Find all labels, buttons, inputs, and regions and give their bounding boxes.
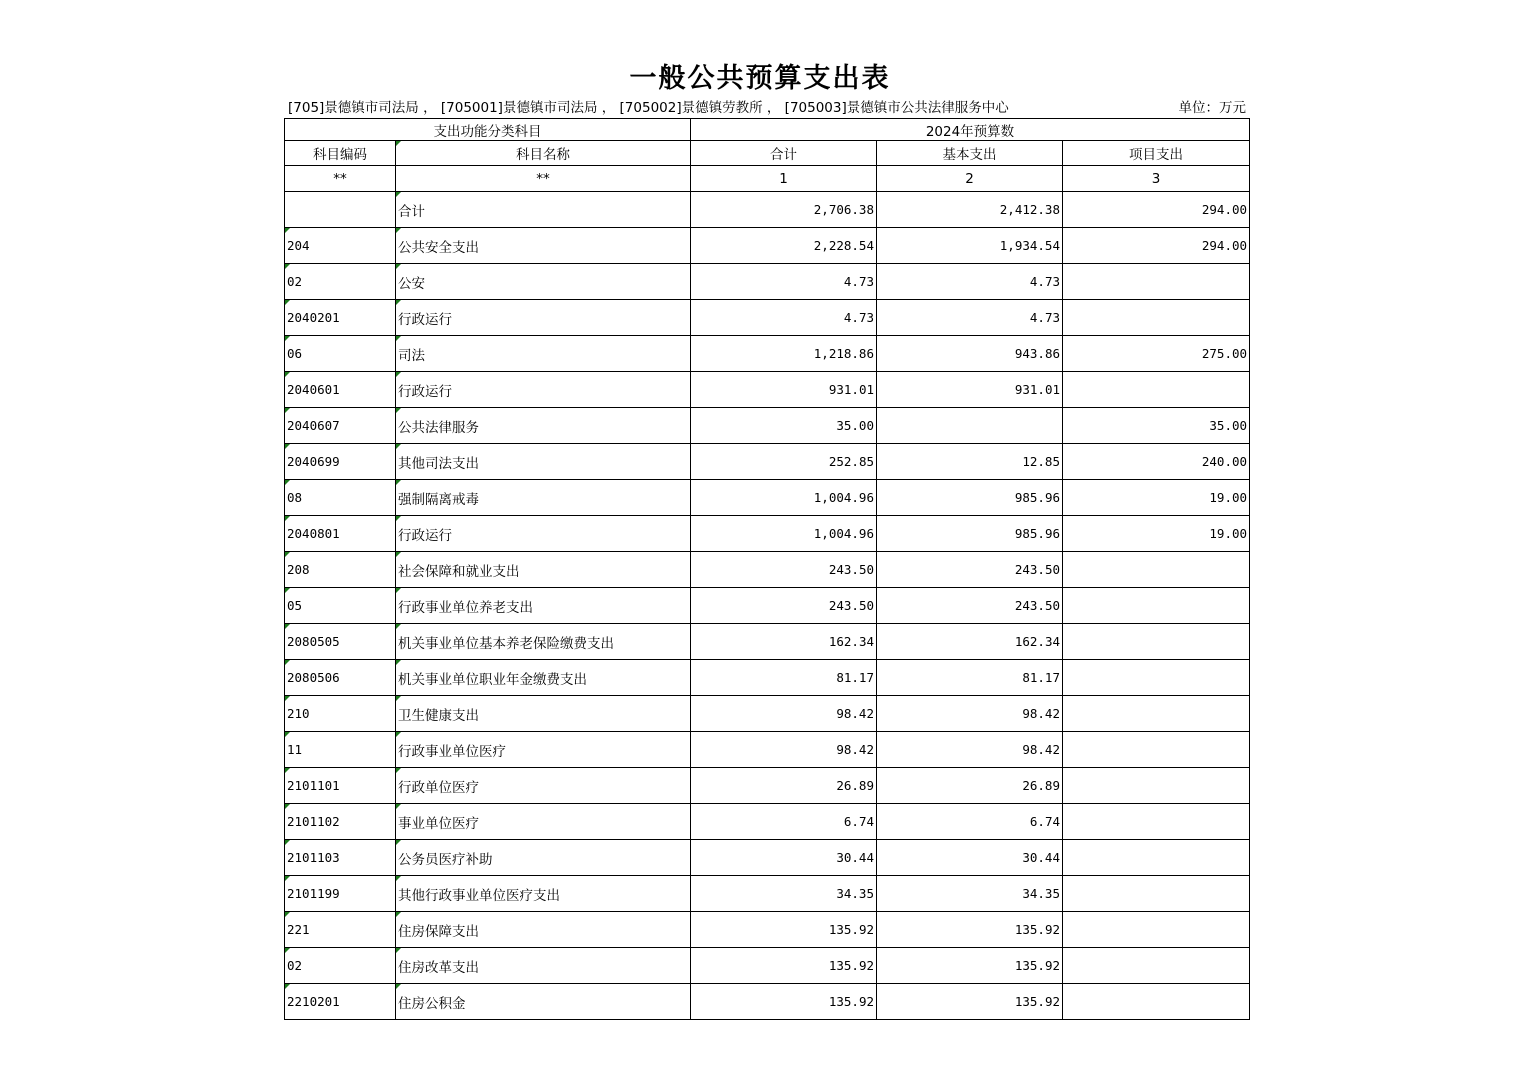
basic-cell: 98.42 (877, 696, 1063, 732)
project-cell (1063, 372, 1250, 408)
basic-cell: 98.42 (877, 732, 1063, 768)
index-cell: 2 (877, 166, 1063, 192)
total-cell: 243.50 (691, 588, 877, 624)
table-row (285, 660, 1250, 696)
code-cell: 2101101 (285, 768, 396, 804)
project-cell (1063, 876, 1250, 912)
table-row (285, 696, 1250, 732)
basic-cell: 34.35 (877, 876, 1063, 912)
name-cell: 公共安全支出 (396, 228, 691, 264)
project-cell (1063, 624, 1250, 660)
column-header-row (285, 141, 1250, 166)
basic-cell: 985.96 (877, 480, 1063, 516)
name-cell: 公安 (396, 264, 691, 300)
table-row (285, 372, 1250, 408)
total-cell: 4.73 (691, 264, 877, 300)
name-cell: 强制隔离戒毒 (396, 480, 691, 516)
project-cell (1063, 948, 1250, 984)
project-cell (1063, 804, 1250, 840)
total-cell: 135.92 (691, 948, 877, 984)
column-header-total: 合计 (691, 141, 877, 166)
table-row (285, 732, 1250, 768)
project-cell (1063, 300, 1250, 336)
code-cell: 02 (285, 264, 396, 300)
total-cell: 6.74 (691, 804, 877, 840)
code-cell: 08 (285, 480, 396, 516)
table-row (285, 984, 1250, 1020)
table-row (285, 444, 1250, 480)
code-cell: 204 (285, 228, 396, 264)
code-cell: 210 (285, 696, 396, 732)
project-cell: 294.00 (1063, 192, 1250, 228)
total-cell: 98.42 (691, 696, 877, 732)
total-cell: 252.85 (691, 444, 877, 480)
basic-cell: 1,934.54 (877, 228, 1063, 264)
index-cell: 3 (1063, 166, 1250, 192)
code-cell: 2210201 (285, 984, 396, 1020)
project-cell (1063, 984, 1250, 1020)
total-cell: 34.35 (691, 876, 877, 912)
total-cell: 135.92 (691, 912, 877, 948)
code-cell: 208 (285, 552, 396, 588)
name-cell: 事业单位医疗 (396, 804, 691, 840)
total-cell: 1,004.96 (691, 480, 877, 516)
table-row (285, 408, 1250, 444)
basic-cell: 2,412.38 (877, 192, 1063, 228)
page-title: 一般公共预算支出表 (629, 63, 891, 94)
code-cell: 2101199 (285, 876, 396, 912)
basic-cell (877, 408, 1063, 444)
table-row (285, 480, 1250, 516)
total-cell: 1,218.86 (691, 336, 877, 372)
name-cell: 其他司法支出 (396, 444, 691, 480)
project-cell: 35.00 (1063, 408, 1250, 444)
table-row (285, 228, 1250, 264)
total-cell: 35.00 (691, 408, 877, 444)
project-cell (1063, 264, 1250, 300)
table-row (285, 768, 1250, 804)
name-cell: 行政运行 (396, 372, 691, 408)
basic-cell: 243.50 (877, 588, 1063, 624)
basic-cell: 4.73 (877, 300, 1063, 336)
total-cell: 243.50 (691, 552, 877, 588)
total-cell: 4.73 (691, 300, 877, 336)
table-body (285, 192, 1250, 1020)
name-cell: 住房改革支出 (396, 948, 691, 984)
name-cell: 机关事业单位基本养老保险缴费支出 (396, 624, 691, 660)
project-cell (1063, 768, 1250, 804)
project-cell: 275.00 (1063, 336, 1250, 372)
basic-cell: 12.85 (877, 444, 1063, 480)
column-index-row (285, 166, 1250, 192)
index-cell: ** (285, 166, 396, 192)
total-cell: 2,706.38 (691, 192, 877, 228)
table-row (285, 624, 1250, 660)
basic-cell: 162.34 (877, 624, 1063, 660)
total-cell: 30.44 (691, 840, 877, 876)
name-cell: 其他行政事业单位医疗支出 (396, 876, 691, 912)
column-header-project: 项目支出 (1063, 141, 1250, 166)
index-cell: 1 (691, 166, 877, 192)
table-row (285, 552, 1250, 588)
code-cell: 06 (285, 336, 396, 372)
project-cell: 294.00 (1063, 228, 1250, 264)
basic-cell: 4.73 (877, 264, 1063, 300)
basic-cell: 931.01 (877, 372, 1063, 408)
name-cell: 住房保障支出 (396, 912, 691, 948)
table-row (285, 336, 1250, 372)
code-cell: 02 (285, 948, 396, 984)
basic-cell: 30.44 (877, 840, 1063, 876)
name-cell: 公务员医疗补助 (396, 840, 691, 876)
code-cell: 11 (285, 732, 396, 768)
name-cell: 司法 (396, 336, 691, 372)
table-row (285, 516, 1250, 552)
name-cell: 行政事业单位养老支出 (396, 588, 691, 624)
budget-year-header: 2024年预算数 (691, 119, 1250, 141)
function-category-header: 支出功能分类科目 (285, 119, 691, 141)
total-cell: 98.42 (691, 732, 877, 768)
name-cell: 住房公积金 (396, 984, 691, 1020)
code-cell: 2040699 (285, 444, 396, 480)
basic-cell: 985.96 (877, 516, 1063, 552)
table-row (285, 192, 1250, 228)
name-cell: 社会保障和就业支出 (396, 552, 691, 588)
name-cell: 行政事业单位医疗 (396, 732, 691, 768)
table-row (285, 876, 1250, 912)
code-cell: 221 (285, 912, 396, 948)
code-cell: 2080505 (285, 624, 396, 660)
table-row (285, 300, 1250, 336)
project-cell (1063, 732, 1250, 768)
table-row (285, 804, 1250, 840)
code-cell: 2101102 (285, 804, 396, 840)
name-cell: 公共法律服务 (396, 408, 691, 444)
group-header-row (285, 119, 1250, 141)
column-header-basic: 基本支出 (877, 141, 1063, 166)
total-cell: 2,228.54 (691, 228, 877, 264)
project-cell: 240.00 (1063, 444, 1250, 480)
total-cell: 26.89 (691, 768, 877, 804)
table-row (285, 948, 1250, 984)
basic-cell: 135.92 (877, 984, 1063, 1020)
total-cell: 81.17 (691, 660, 877, 696)
basic-cell: 81.17 (877, 660, 1063, 696)
code-cell: 2040201 (285, 300, 396, 336)
project-cell: 19.00 (1063, 480, 1250, 516)
project-cell (1063, 660, 1250, 696)
basic-cell: 26.89 (877, 768, 1063, 804)
basic-cell: 135.92 (877, 912, 1063, 948)
name-cell: 合计 (396, 192, 691, 228)
name-cell: 行政单位医疗 (396, 768, 691, 804)
name-cell: 行政运行 (396, 300, 691, 336)
project-cell (1063, 696, 1250, 732)
project-cell (1063, 840, 1250, 876)
code-cell: 2101103 (285, 840, 396, 876)
total-cell: 931.01 (691, 372, 877, 408)
name-cell: 卫生健康支出 (396, 696, 691, 732)
name-cell: 机关事业单位职业年金缴费支出 (396, 660, 691, 696)
total-cell: 135.92 (691, 984, 877, 1020)
budget-expenditure-table (284, 118, 1250, 1020)
unit-list-subtitle: [705]景德镇市司法局 ， [705001]景德镇市司法局 ， [705002]景德镇劳教所 ， [705003]景德镇市公共法律服务中心 (288, 100, 1009, 116)
name-cell: 行政运行 (396, 516, 691, 552)
basic-cell: 943.86 (877, 336, 1063, 372)
code-cell: 2040601 (285, 372, 396, 408)
table-row (285, 264, 1250, 300)
currency-unit-label: 单位：万元 (1178, 100, 1246, 116)
basic-cell: 243.50 (877, 552, 1063, 588)
total-cell: 162.34 (691, 624, 877, 660)
table-row (285, 912, 1250, 948)
code-cell: 05 (285, 588, 396, 624)
code-cell: 2080506 (285, 660, 396, 696)
column-header-code: 科目编码 (285, 141, 396, 166)
table-row (285, 588, 1250, 624)
code-cell: 2040607 (285, 408, 396, 444)
project-cell (1063, 588, 1250, 624)
code-cell (285, 192, 396, 228)
table-row (285, 840, 1250, 876)
code-cell: 2040801 (285, 516, 396, 552)
column-header-name: 科目名称 (396, 141, 691, 166)
index-cell: ** (396, 166, 691, 192)
project-cell: 19.00 (1063, 516, 1250, 552)
total-cell: 1,004.96 (691, 516, 877, 552)
project-cell (1063, 552, 1250, 588)
project-cell (1063, 912, 1250, 948)
basic-cell: 6.74 (877, 804, 1063, 840)
basic-cell: 135.92 (877, 948, 1063, 984)
